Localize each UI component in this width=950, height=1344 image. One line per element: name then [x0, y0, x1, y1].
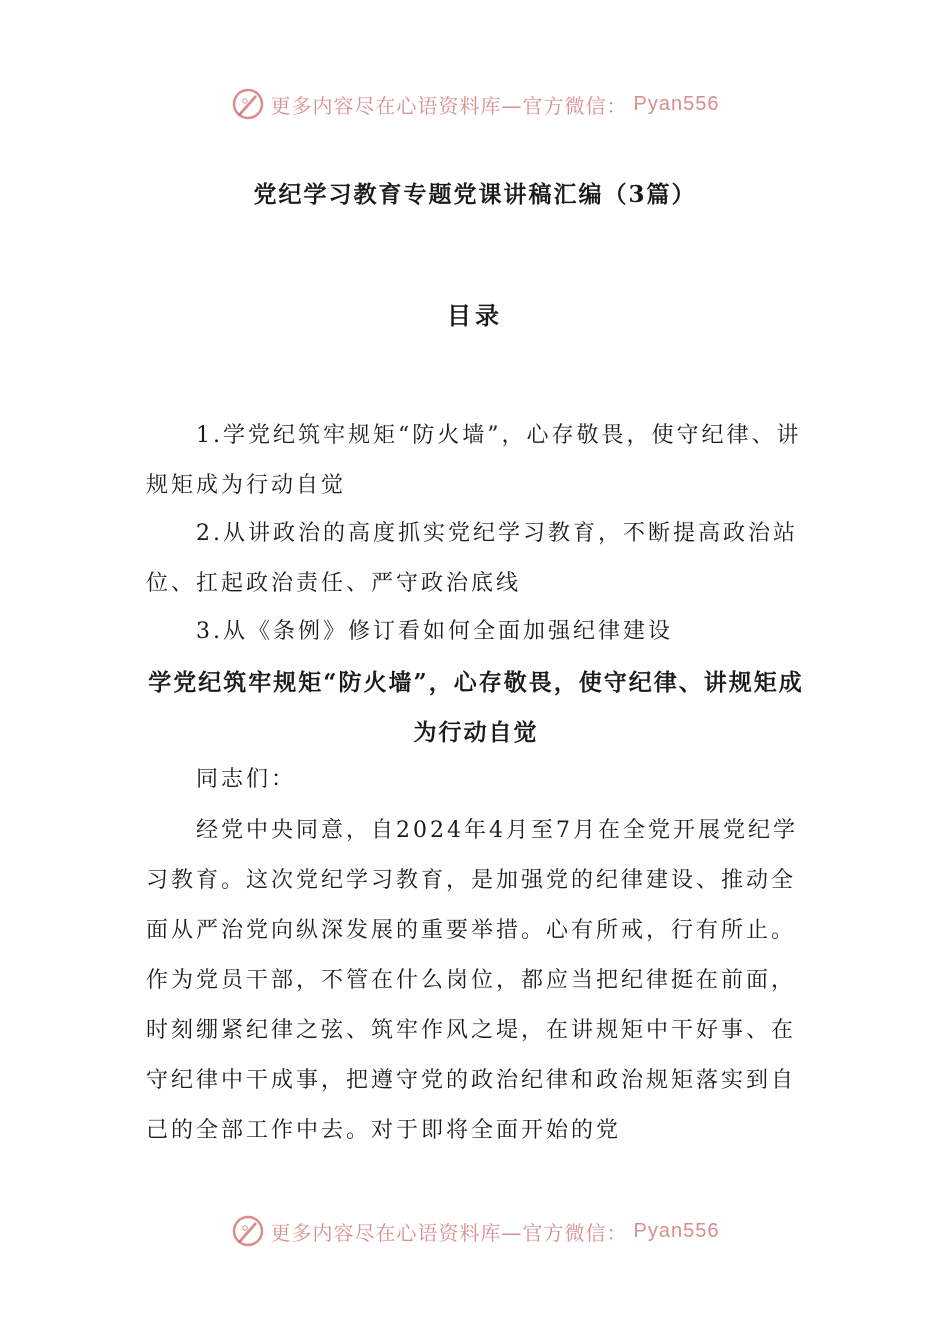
footer-watermark: [0, 1211, 950, 1251]
watermark-text: 更多内容尽在心语资料库—官方微信：: [270, 1220, 628, 1245]
watermark-wechat-id: Pyan556: [633, 1219, 720, 1242]
document-title: 党纪学习教育专题党课讲稿汇编（3篇）: [253, 181, 697, 208]
watermark-text: 更多内容尽在心语资料库—官方微信：: [270, 93, 628, 118]
toc-item-1: 1.学党纪筑牢规矩“防火墙”，心存敬畏，使守纪律、讲规矩成为行动自觉: [146, 423, 802, 498]
watermark-wechat-id: Pyan556: [633, 92, 720, 115]
toc-item-3: 3.从《条例》修订看如何全面加强纪律建设: [196, 619, 673, 644]
quill-pen-icon: [231, 87, 265, 121]
toc-heading: 目录: [447, 301, 503, 330]
toc-item-2: 2.从讲政治的高度抓实党纪学习教育，不断提高政治站位、扛起政治责任、严守政治底线: [146, 521, 798, 596]
body-paragraph: 经党中央同意，自2024年4月至7月在全党开展党纪学习教育。这次党纪学习教育，是加强党的纪律建设、推动全面从严治党向纵深发展的重要举措。心有所戒，行有所止。作为党员干部，不管在什么岗位，都应当把纪律挺在前面，时刻绷紧纪律之弦、筑牢作风之堤，在讲规矩中干好事、在守纪律中干成事，把遵守党的政治纪律和政治规矩落实到自己的全部工作中去。对于即将全面开始的党: [146, 818, 798, 1143]
greeting: 同志们：: [196, 767, 297, 792]
quill-pen-icon: [231, 1214, 265, 1248]
header-watermark: [0, 84, 950, 124]
section-title: 学党纪筑牢规矩“防火墙”，心存敬畏，使守纪律、讲规矩成为行动自觉: [148, 669, 804, 746]
